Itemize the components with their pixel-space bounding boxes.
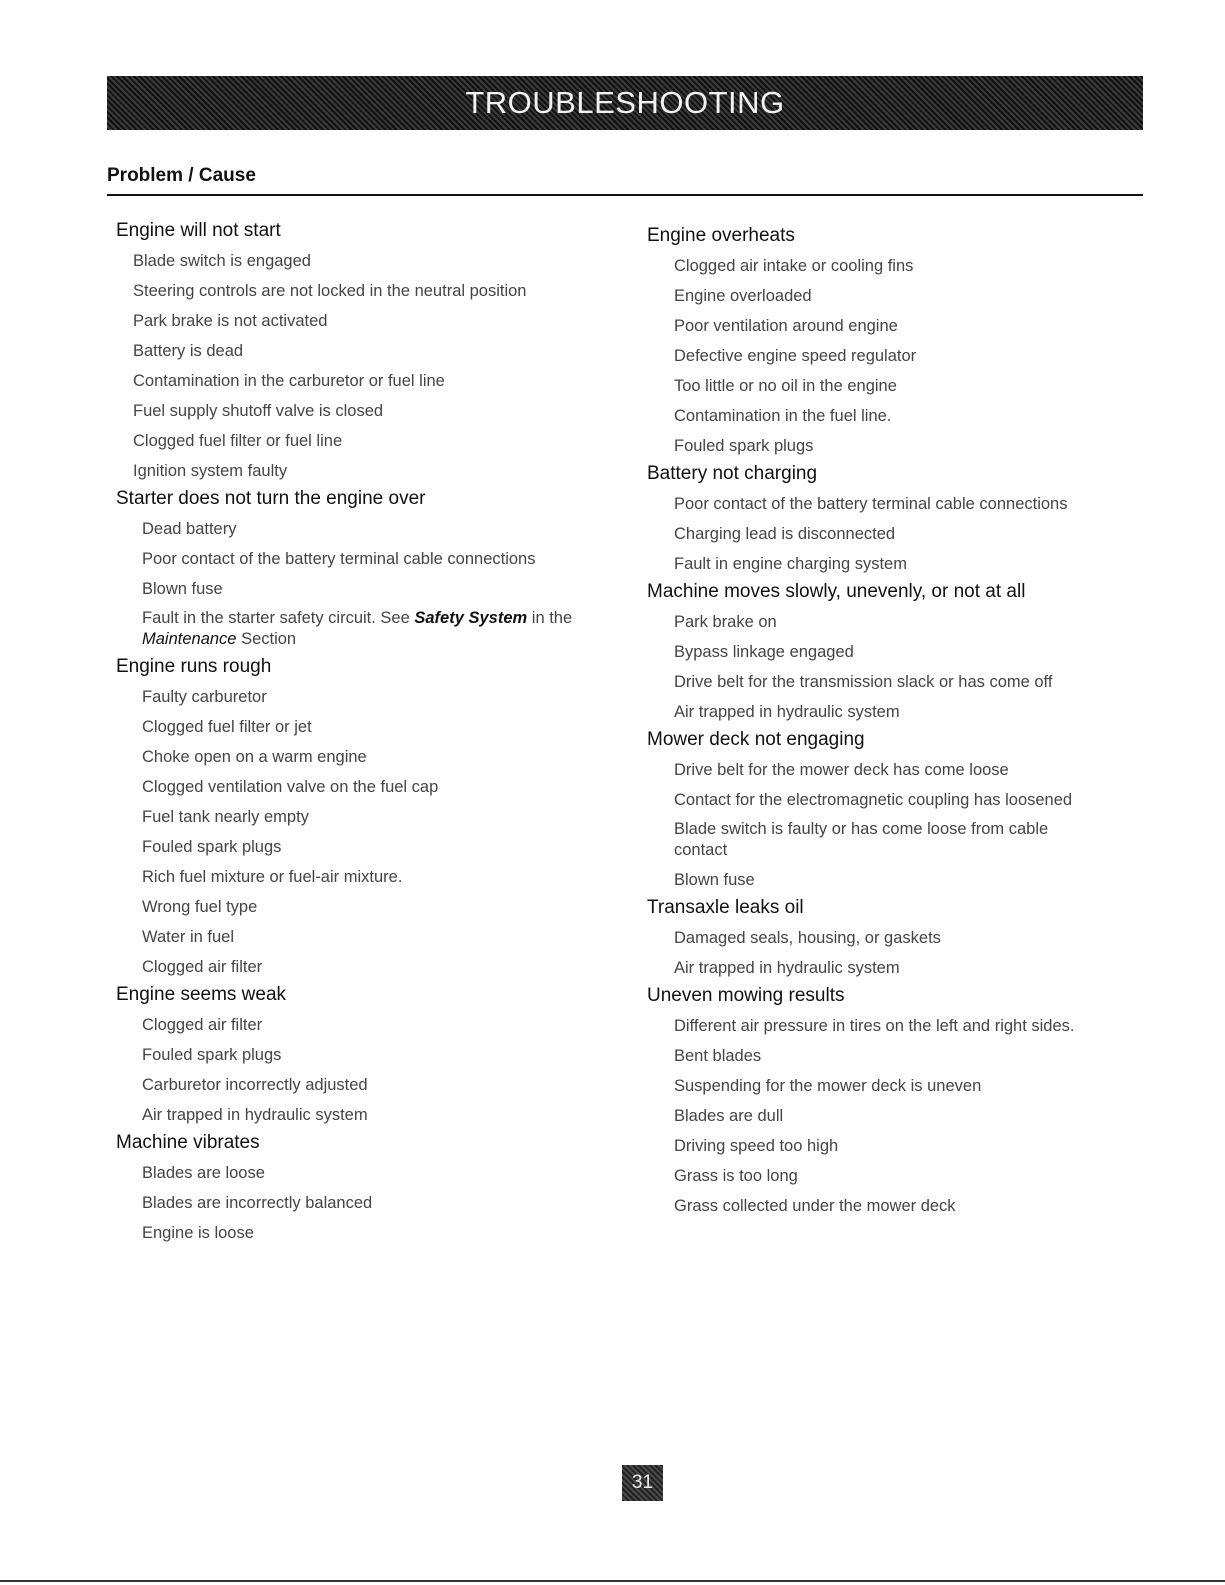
cause-text: Section xyxy=(236,630,297,648)
cause-item: Clogged ventilation valve on the fuel cap xyxy=(142,778,439,796)
right-column xyxy=(647,223,1137,1221)
left-column xyxy=(116,218,606,1248)
header-rule xyxy=(107,194,1143,196)
cause-item: Fouled spark plugs xyxy=(674,437,814,455)
cause-item: Clogged air filter xyxy=(142,958,263,976)
problem-heading: Machine moves slowly, unevenly, or not at all xyxy=(647,581,1026,602)
cause-item: Different air pressure in tires on the left and right sides. xyxy=(674,1017,1075,1035)
cause-item: Wrong fuel type xyxy=(142,898,258,916)
problem-group xyxy=(647,579,1137,727)
problem-group xyxy=(116,1130,606,1248)
cause-item: Clogged fuel filter or fuel line xyxy=(133,432,343,450)
cause-item: Drive belt for the transmission slack or has come off xyxy=(674,673,1053,691)
cause-item: Engine overloaded xyxy=(674,287,812,305)
cause-item: Dead battery xyxy=(142,520,237,538)
problem-heading: Engine runs rough xyxy=(116,656,272,677)
cause-item: Clogged fuel filter or jet xyxy=(142,718,312,736)
cause-item: Defective engine speed regulator xyxy=(674,347,917,365)
cause-item: Air trapped in hydraulic system xyxy=(674,703,900,721)
cause-item: Blade switch is engaged xyxy=(133,252,311,270)
cause-item: Fouled spark plugs xyxy=(142,838,282,856)
cause-item: Blades are loose xyxy=(142,1164,265,1182)
problem-group xyxy=(116,486,606,654)
cause-item: Charging lead is disconnected xyxy=(674,525,896,543)
problem-group xyxy=(647,727,1137,895)
maintenance-reference: Maintenance xyxy=(142,630,237,648)
cause-item: Steering controls are not locked in the neutral position xyxy=(133,282,527,300)
cause-item: Battery is dead xyxy=(133,342,244,360)
bottom-border xyxy=(0,1580,1225,1582)
safety-system-reference: Safety System xyxy=(414,609,528,627)
cause-item: Engine is loose xyxy=(142,1224,254,1242)
problem-heading: Uneven mowing results xyxy=(647,985,845,1006)
problem-heading: Mower deck not engaging xyxy=(647,729,865,750)
cause-item: Faulty carburetor xyxy=(142,688,267,706)
problem-heading: Starter does not turn the engine over xyxy=(116,488,426,509)
cause-item: Blades are dull xyxy=(674,1107,784,1125)
problem-group xyxy=(116,654,606,982)
title-banner xyxy=(107,76,1143,130)
cause-item: Fuel supply shutoff valve is closed xyxy=(133,402,384,420)
problem-heading: Transaxle leaks oil xyxy=(647,897,804,918)
cause-item: Park brake on xyxy=(674,613,777,631)
cause-item: Air trapped in hydraulic system xyxy=(142,1106,368,1124)
cause-item: Contact for the electromagnetic coupling has loosened xyxy=(674,791,1073,809)
cause-item: Clogged air filter xyxy=(142,1016,263,1034)
cause-item: Air trapped in hydraulic system xyxy=(674,959,900,977)
cause-item: Grass collected under the mower deck xyxy=(674,1197,956,1215)
cause-item: Poor contact of the battery terminal cable connections xyxy=(674,495,1068,513)
cause-item: Clogged air intake or cooling fins xyxy=(674,257,914,275)
cause-item: Grass is too long xyxy=(674,1167,798,1185)
cause-item: Blown fuse xyxy=(674,871,755,889)
cause-item: Fuel tank nearly empty xyxy=(142,808,309,826)
cause-item: Choke open on a warm engine xyxy=(142,748,367,766)
problem-group xyxy=(647,223,1137,461)
problem-group xyxy=(116,218,606,486)
cause-item: Drive belt for the mower deck has come loose xyxy=(674,761,1009,779)
cause-item: Driving speed too high xyxy=(674,1137,839,1155)
problem-group xyxy=(647,983,1137,1221)
cause-item: Contamination in the fuel line. xyxy=(674,407,892,425)
cause-item: Damaged seals, housing, or gaskets xyxy=(674,929,941,947)
problem-heading: Machine vibrates xyxy=(116,1132,260,1153)
cause-item: Fouled spark plugs xyxy=(142,1046,282,1064)
cause-item: Poor ventilation around engine xyxy=(674,317,898,335)
cause-item: Rich fuel mixture or fuel-air mixture. xyxy=(142,868,403,886)
cause-item: Ignition system faulty xyxy=(133,462,288,480)
cause-item: Blade switch is faulty or has come loose from cable contact xyxy=(674,820,1049,859)
cause-item: Poor contact of the battery terminal cable connections xyxy=(142,550,536,568)
cause-item: Fault in engine charging system xyxy=(674,555,907,573)
problem-group xyxy=(647,895,1137,983)
cause-text: Fault in the starter safety circuit. See xyxy=(142,609,415,627)
section-label: Problem / Cause xyxy=(107,165,256,186)
cause-item: Blown fuse xyxy=(142,580,223,598)
cause-text: in the xyxy=(527,609,573,627)
cause-item: Park brake is not activated xyxy=(133,312,328,330)
cause-item: Bypass linkage engaged xyxy=(674,643,854,661)
cause-item: Water in fuel xyxy=(142,928,235,946)
cause-item: Contamination in the carburetor or fuel line xyxy=(133,372,445,390)
cause-item: Carburetor incorrectly adjusted xyxy=(142,1076,368,1094)
cause-item-safety xyxy=(116,604,606,654)
problem-heading: Engine overheats xyxy=(647,225,795,246)
cause-item: Bent blades xyxy=(674,1047,762,1065)
problem-heading: Engine will not start xyxy=(116,220,281,241)
problem-heading: Engine seems weak xyxy=(116,984,287,1005)
page-title: TROUBLESHOOTING xyxy=(465,85,785,120)
cause-item: Suspending for the mower deck is uneven xyxy=(674,1077,982,1095)
problem-group xyxy=(647,461,1137,579)
problem-group xyxy=(116,982,606,1130)
cause-item: Blades are incorrectly balanced xyxy=(142,1194,373,1212)
problem-heading: Battery not charging xyxy=(647,463,818,484)
page-number: 31 xyxy=(622,1465,663,1501)
cause-item: Too little or no oil in the engine xyxy=(674,377,897,395)
